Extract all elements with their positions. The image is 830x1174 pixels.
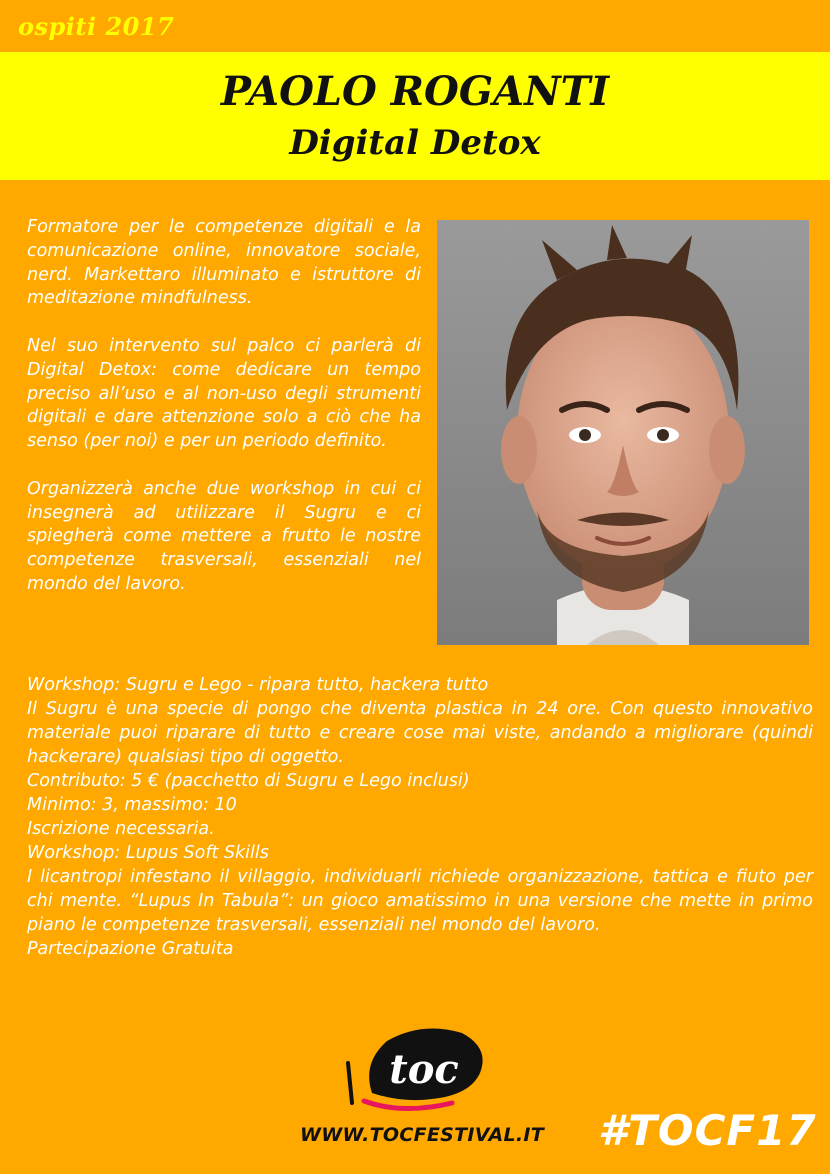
edition-tag: ospiti 2017 xyxy=(18,12,175,41)
bio-paragraph: Nel suo intervento sul palco ci parlerà di Digital Detox: come dedicare un tempo preciso all’uso e al non-uso degli strumenti digitali e dare attenzione solo a ciò che ha senso (per noi) e per un periodo definito. xyxy=(27,335,421,452)
logo-text: toc xyxy=(389,1046,459,1093)
speaker-name: PAOLO ROGANTI xyxy=(220,68,610,115)
workshop-2-price: Partecipazione Gratuita xyxy=(27,939,234,959)
portrait-illustration xyxy=(437,220,809,645)
workshop-1-signup: Iscrizione necessaria. xyxy=(27,819,215,839)
speaker-bio xyxy=(27,216,421,597)
toc-logo-mark xyxy=(342,1023,490,1115)
speaker-photo xyxy=(437,220,809,645)
workshop-1-limits: Minimo: 3, massimo: 10 xyxy=(27,795,237,815)
workshop-1-price: Contributo: 5 € (pacchetto di Sugru e Lego inclusi) xyxy=(27,771,470,791)
workshop-details xyxy=(27,673,813,961)
workshop-1-title: Workshop: Sugru e Lego - ripara tutto, hackera tutto xyxy=(27,675,489,695)
bio-paragraph: Organizzerà anche due workshop in cui ci insegnerà ad utilizzare il Sugru e ci spiegherà come mettere a frutto le nostre competenze trasversali, essenziali nel mondo del lavoro. xyxy=(27,478,421,594)
talk-title: Digital Detox xyxy=(289,123,541,163)
toc-logo xyxy=(342,1023,490,1115)
workshop-1-description: Il Sugru è una specie di pongo che diventa plastica in 24 ore. Con questo innovativo materiale puoi riparare di tutto e creare cose mai viste, andando a migliorare (quindi hackerare) qualsiasi tipo di oggetto. xyxy=(27,699,813,767)
event-hashtag: #TOCF17 xyxy=(598,1106,817,1155)
workshop-2-description: I licantropi infestano il villaggio, individuarli richiede organizzazione, tattica e fiuto per chi mente. “Lupus In Tabula”: un gioco amatissimo in una versione che mette in primo piano le competenze trasversali, essenziali nel mondo del lavoro. xyxy=(27,867,813,935)
workshop-2-title: Workshop: Lupus Soft Skills xyxy=(27,843,269,863)
bio-paragraph: Formatore per le competenze digitali e la comunicazione online, innovatore sociale, nerd. Markettaro illuminato e istruttore di meditazione mindfulness. xyxy=(27,217,421,309)
website-link[interactable]: WWW.TOCFESTIVAL.IT xyxy=(300,1124,545,1146)
